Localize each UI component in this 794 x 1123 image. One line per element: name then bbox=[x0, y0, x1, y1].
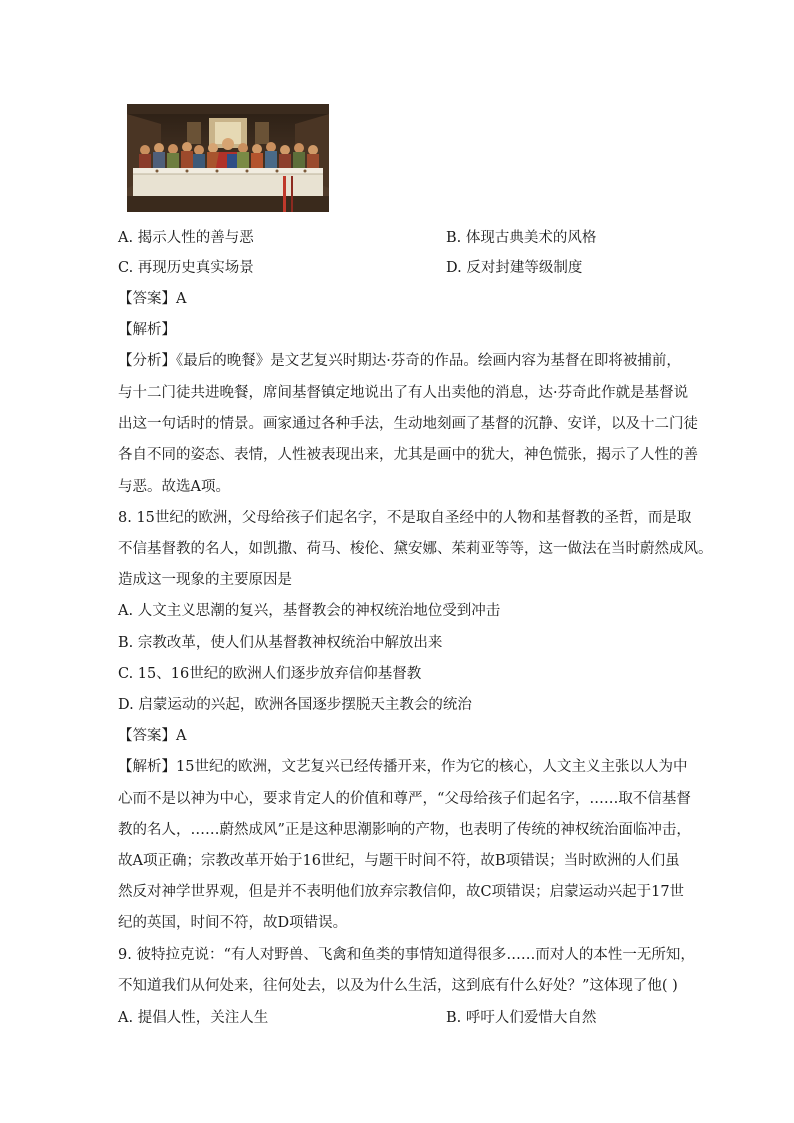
q7-analysis-line: 与十二门徒共进晚餐，席间基督镇定地说出了有人出卖他的消息，达·芬奇此作就是基督说 bbox=[118, 385, 689, 401]
q7-option-c: C. 再现历史真实场景 bbox=[118, 260, 254, 276]
q8-analysis-line: 纪的英国，时间不符，故D项错误。 bbox=[118, 915, 348, 931]
q8-stem-line: 造成这一现象的主要原因是 bbox=[118, 572, 292, 588]
q8-stem-line: 不信基督教的名人，如凯撒、荷马、梭伦、黛安娜、茱莉亚等等，这一做法在当时蔚然成风。 bbox=[118, 541, 713, 557]
last-supper-painting bbox=[127, 104, 329, 212]
q8-analysis-line: 【解析】15世纪的欧洲，文艺复兴已经传播开来，作为它的核心，人文主义主张以人为中 bbox=[118, 759, 688, 775]
q7-option-d: D. 反对封建等级制度 bbox=[446, 260, 583, 276]
q7-analysis-line: 各自不同的姿态、表情，人性被表现出来，尤其是画中的犹大，神色慌张，揭示了人性的善 bbox=[118, 447, 698, 463]
q7-option-a: A. 揭示人性的善与恶 bbox=[118, 230, 254, 246]
q8-analysis-line: 心而不是以神为中心，要求肯定人的价值和尊严，“父母给孩子们起名字，……取不信基督 bbox=[118, 791, 691, 807]
q9-stem-line: 9. 彼特拉克说：“有人对野兽、飞禽和鱼类的事情知道得很多……而对人的本性一无所知， bbox=[118, 947, 695, 963]
q8-option-c: C. 15、16世纪的欧洲人们逐步放弃信仰基督教 bbox=[118, 666, 422, 682]
q9-option-b: B. 呼吁人们爱惜大自然 bbox=[446, 1010, 597, 1026]
q7-analysis-line: 【分析】《最后的晚餐》是文艺复兴时期达·芬奇的作品。绘画内容为基督在即将被捕前， bbox=[118, 353, 681, 369]
q9-option-a: A. 提倡人性，关注人生 bbox=[118, 1010, 269, 1026]
q8-stem-line: 8. 15世纪的欧洲，父母给孩子们起名字，不是取自圣经中的人物和基督教的圣哲，而是取 bbox=[118, 510, 692, 526]
q7-option-b: B. 体现古典美术的风格 bbox=[446, 230, 597, 246]
q8-option-a: A. 人文主义思潮的复兴，基督教会的神权统治地位受到冲击 bbox=[118, 603, 501, 619]
q7-analysis-line: 与恶。故选A项。 bbox=[118, 479, 230, 495]
q7-analysis-line: 出这一句话时的情景。画家通过各种手法，生动地刻画了基督的沉静、安详，以及十二门徒 bbox=[118, 416, 698, 432]
q7-answer: 【答案】A bbox=[118, 291, 187, 307]
q8-analysis-line: 然反对神学世界观，但是并不表明他们放弃宗教信仰，故C项错误；启蒙运动兴起于17世 bbox=[118, 884, 685, 900]
q9-stem-line: 不知道我们从何处来，往何处去，以及为什么生活，这到底有什么好处？”这体现了他( ) bbox=[118, 978, 678, 994]
q8-answer: 【答案】A bbox=[118, 728, 187, 744]
q8-option-d: D. 启蒙运动的兴起，欧洲各国逐步摆脱天主教会的统治 bbox=[118, 697, 472, 713]
q8-analysis-line: 教的名人，……蔚然成风”正是这种思潮影响的产物，也表明了传统的神权统治面临冲击， bbox=[118, 822, 691, 838]
painting-image bbox=[127, 104, 329, 212]
q8-analysis-line: 故A项正确；宗教改革开始于16世纪，与题干时间不符，故B项错误；当时欧洲的人们虽 bbox=[118, 853, 680, 869]
q8-option-b: B. 宗教改革，使人们从基督教神权统治中解放出来 bbox=[118, 635, 443, 651]
q7-analysis-heading: 【解析】 bbox=[118, 322, 176, 338]
